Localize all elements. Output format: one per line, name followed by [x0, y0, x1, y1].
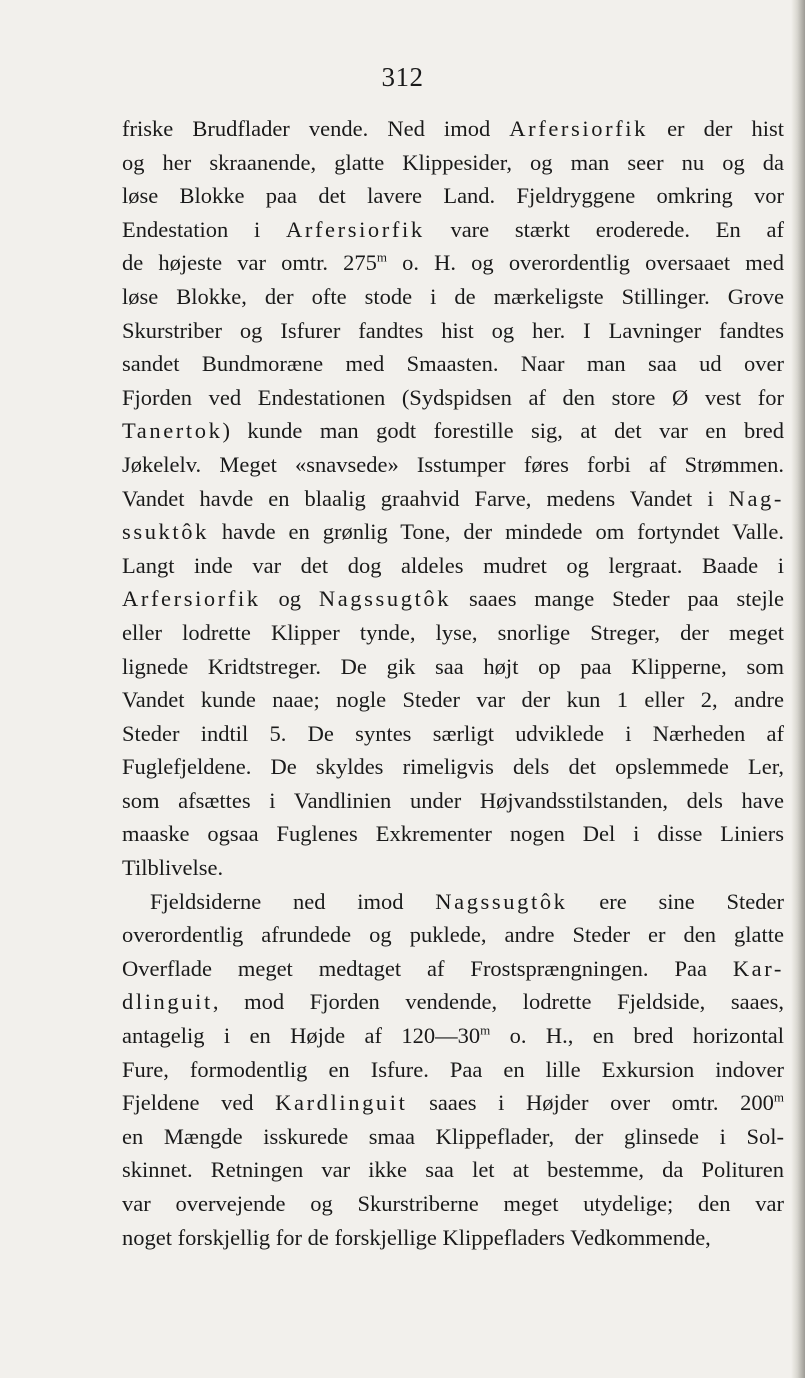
text-line	[122, 683, 784, 717]
text-line	[122, 750, 784, 784]
text-run: og	[260, 586, 319, 612]
text-run: saaes i Højder over omtr. 200	[407, 1090, 774, 1116]
text-run: Langt inde var det dog aldeles mudret og lergraat. Baade i	[122, 552, 784, 578]
text-run: Fjeldene ved	[122, 1090, 276, 1116]
text-line	[122, 1019, 784, 1053]
text-run: løse Blokke paa det lavere Land. Fjeldryggene omkring vor	[122, 183, 784, 209]
page-edge-shadow	[791, 0, 805, 1378]
text-run: Vandet havde en blaalig graahvid Farve, medens Vandet i	[122, 485, 729, 511]
text-run: vare stærkt eroderede. En af	[424, 216, 784, 242]
text-run: Overflade meget medtaget af Frostsprængningen. Paa	[122, 955, 733, 981]
text-run: som afsættes i Vandlinien under Højvandsstilstanden, dels have	[122, 787, 784, 813]
superscript-unit: m	[376, 249, 388, 265]
text-line	[122, 885, 784, 919]
text-line	[122, 213, 784, 247]
spaced-place-name: ssuktôk	[122, 519, 209, 545]
body-text	[122, 112, 784, 1254]
text-run: Fjorden ved Endestationen (Sydspidsen af den store Ø vest for	[122, 384, 784, 410]
text-line	[122, 1120, 784, 1154]
text-run: maaske ogsaa Fuglenes Exkrementer nogen Del i disse Liniers	[122, 821, 784, 847]
spaced-place-name: Arfersiorfik	[122, 586, 261, 612]
text-run: Fuglefjeldene. De skyldes rimeligvis dels det opslemmede Ler,	[122, 754, 784, 780]
text-line	[122, 146, 784, 180]
text-line	[122, 381, 784, 415]
text-run: , mod Fjorden vendende, lodrette Fjeldside, saaes,	[212, 989, 784, 1015]
text-line	[122, 1053, 784, 1087]
text-run: er der hist	[647, 116, 784, 141]
text-line	[122, 717, 784, 751]
text-run: o. H. og overordentlig oversaaet med	[387, 250, 784, 276]
text-run: de højeste var omtr. 275	[122, 250, 377, 276]
text-line	[122, 179, 784, 213]
spaced-place-name: Arfersiorfik	[286, 216, 425, 242]
text-run: sandet Bundmoræne med Smaasten. Naar man saa ud over	[122, 351, 784, 377]
text-run: Endestation i	[122, 216, 287, 242]
text-run: havde en grønlig Tone, der mindede om fortyndet Valle.	[208, 519, 784, 545]
text-line	[122, 515, 784, 549]
text-run: Jøkelelv. Meget «snavsede» Isstumper føres forbi af Strømmen.	[122, 451, 784, 477]
spaced-place-name: Kardlinguit	[275, 1090, 408, 1116]
spaced-place-name: Nagssugtôk	[435, 888, 568, 914]
spaced-place-name: Nagssugtôk	[318, 586, 452, 612]
text-run: Vandet kunde naae; nogle Steder var der kun 1 eller 2, andre	[122, 687, 784, 713]
text-run: skinnet. Retningen var ikke saa let at bestemme, da Polituren	[122, 1157, 784, 1183]
spaced-place-name: Arfersiorfik	[509, 116, 648, 141]
spaced-place-name: dlinguit	[122, 989, 213, 1015]
text-run: Tilblivelse.	[122, 855, 224, 881]
text-run: lignede Kridtstreger. De gik saa højt op paa Klipperne, som	[122, 653, 784, 679]
text-line	[122, 448, 784, 482]
text-line	[122, 549, 784, 583]
text-run: noget forskjellig for de forskjellige Klippefladers Vedkommende,	[122, 1224, 711, 1250]
text-run: saaes mange Steder paa stejle	[451, 586, 784, 612]
text-run: og her skraanende, glatte Klippesider, og man seer nu og da	[122, 149, 784, 175]
text-run: overordentlig afrundede og puklede, andre Steder er den glatte	[122, 922, 784, 948]
text-run: Fure, formodentlig en Isfure. Paa en lille Exkursion indover	[122, 1056, 784, 1082]
text-run: friske Brudflader vende. Ned imod	[122, 116, 510, 141]
spaced-place-name: Nag-	[728, 485, 784, 511]
text-run: Steder indtil 5. De syntes særligt udviklede i Nærheden af	[122, 720, 784, 746]
text-run: var overvejende og Skurstriberne meget utydelige; den var	[122, 1191, 784, 1216]
text-line	[122, 650, 784, 684]
text-line	[122, 952, 784, 986]
text-line	[122, 482, 784, 516]
spaced-place-name: Tanertok	[122, 418, 223, 444]
text-run: løse Blokke, der ofte stode i de mærkeligste Stillinger. Grove	[122, 283, 784, 309]
text-run: Skurstriber og Isfurer fandtes hist og her. I Lavninger fandtes	[122, 317, 784, 343]
text-line	[122, 985, 784, 1019]
text-line	[122, 314, 784, 348]
text-run: antagelig i en Højde af 120—30	[122, 1023, 481, 1049]
text-run: en Mængde isskurede smaa Klippeflader, der glinsede i Sol-	[122, 1123, 784, 1149]
text-run: ere sine Steder	[567, 888, 784, 914]
text-line	[122, 582, 784, 616]
text-line	[122, 616, 784, 650]
text-line	[122, 1086, 784, 1120]
text-run: o. H., en bred horizontal	[490, 1023, 785, 1049]
text-run: Fjeldsiderne ned imod	[150, 888, 436, 914]
text-line	[122, 414, 784, 448]
text-run: eller lodrette Klipper tynde, lyse, snorlige Streger, der meget	[122, 619, 784, 645]
text-line	[122, 817, 784, 851]
text-line	[122, 1187, 784, 1221]
text-line	[122, 1153, 784, 1187]
text-line	[122, 112, 784, 146]
text-line	[122, 280, 784, 314]
text-line	[122, 784, 784, 818]
superscript-unit: m	[773, 1089, 784, 1105]
text-line	[122, 246, 784, 280]
text-run: ) kunde man godt forestille sig, at det var en bred	[222, 418, 784, 444]
superscript-unit: m	[480, 1022, 491, 1038]
text-line	[122, 851, 784, 885]
text-line	[122, 1221, 784, 1255]
text-line	[122, 347, 784, 381]
text-line	[122, 918, 784, 952]
spaced-place-name: Kar-	[732, 955, 784, 981]
page-number: 312	[381, 62, 424, 92]
